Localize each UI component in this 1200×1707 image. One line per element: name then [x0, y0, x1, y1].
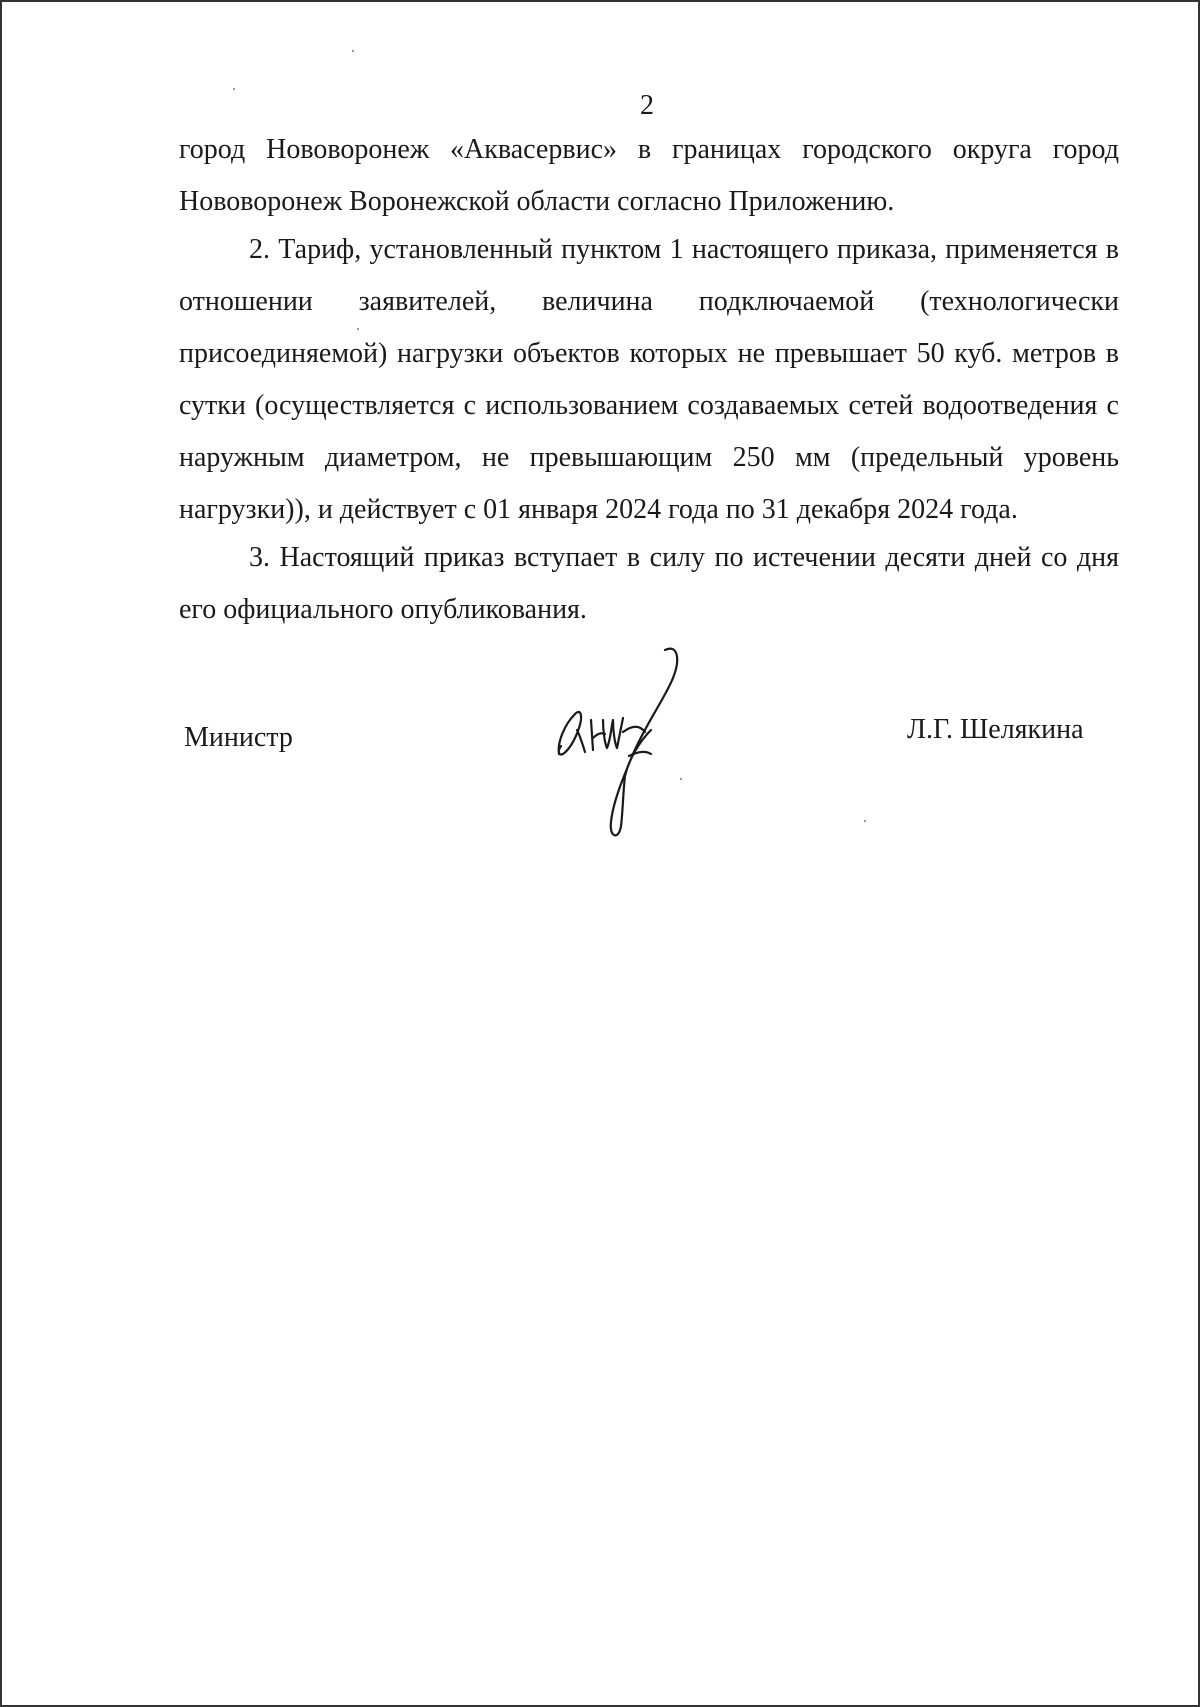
signature-block [2, 642, 1200, 862]
paragraph-continuation: город Нововоронеж «Аквасервис» в границах городского округа город Нововоронеж Воронежской области согласно Приложению. [179, 134, 1119, 217]
scan-speck [680, 778, 682, 780]
signatory-name: Л.Г. Шелякина [907, 714, 1084, 745]
handwritten-signature [547, 642, 717, 842]
scan-speck [357, 328, 359, 330]
signatory-role: Министр [184, 722, 293, 753]
paragraph-item-2: 2. Тариф, установленный пунктом 1 настоящего приказа, применяется в отношении заявителей, величина подключаемой (технологически присоединяемой) нагрузки объектов которых не превышает 50 куб. метров в сутки (осуществляется с использованием создаваемых сетей водоотведения с наружным диаметром, не превышающим 250 мм (предельный уровень нагрузки)), и действует с 01 января 2024 года по 31 декабря 2024 года. [179, 234, 1119, 525]
scan-speck [233, 88, 235, 90]
page-number: 2 [640, 90, 654, 121]
scan-speck [864, 820, 866, 822]
paragraph-item-3: 3. Настоящий приказ вступает в силу по истечении десяти дней со дня его официального опубликования. [179, 542, 1119, 625]
scan-speck [352, 50, 354, 52]
document-body [179, 124, 1119, 636]
